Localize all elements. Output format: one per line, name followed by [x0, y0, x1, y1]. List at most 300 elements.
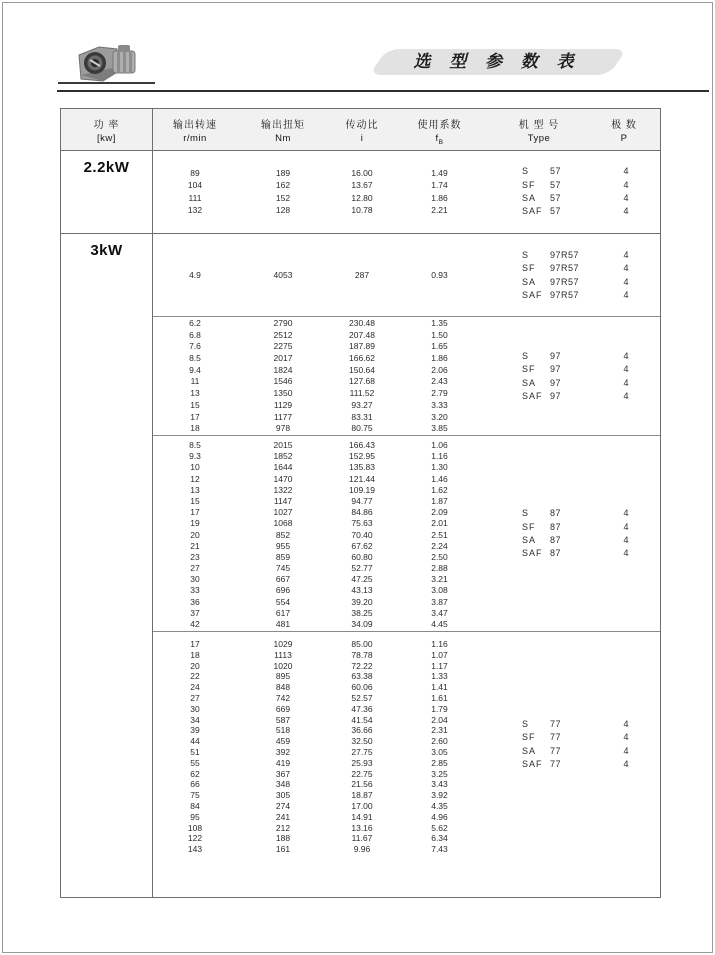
speed-value: 9.4 — [189, 364, 201, 375]
service-factor-value: 1.16 — [431, 451, 448, 462]
speed-value: 6.2 — [189, 318, 201, 328]
poles-value: 4 — [623, 548, 629, 559]
col-header-service-factor-unit: $f_B$ — [435, 133, 444, 146]
poles-value: 4 — [623, 390, 629, 401]
ratio-value: 36.66 — [351, 725, 373, 736]
speed-value: 12 — [190, 473, 200, 484]
speed-value: 20 — [190, 660, 200, 671]
service-factor-value: 3.87 — [431, 596, 448, 607]
poles-value: 4 — [623, 289, 629, 300]
speed-value: 108 — [187, 822, 203, 833]
service-factor-value: 1.50 — [431, 329, 448, 340]
torque-value: 745 — [275, 563, 291, 574]
col-header-speed-unit: r/min — [183, 133, 207, 144]
block-87 — [61, 436, 660, 632]
power-label-3kw: 3kW — [90, 242, 123, 259]
speed-value: 51 — [190, 746, 200, 757]
service-factor-value: 1.87 — [431, 495, 448, 506]
speed-value: 21 — [190, 540, 200, 551]
ratio-value: 34.09 — [351, 619, 373, 629]
service-factor-value: 2.51 — [431, 529, 448, 540]
torque-value: 1470 — [273, 473, 293, 484]
service-factor-value: 1.62 — [431, 484, 448, 495]
poles-value: 4 — [623, 732, 629, 743]
torque-value: 4053 — [273, 269, 293, 280]
speed-value: 104 — [187, 180, 203, 191]
speed-value: 143 — [187, 844, 203, 855]
block-97 — [61, 317, 660, 436]
torque-value: 212 — [275, 822, 291, 833]
torque-value: 617 — [275, 607, 291, 618]
ratio-value: 80.75 — [351, 423, 373, 434]
torque-value: 2275 — [273, 341, 293, 352]
type-prefix: SA — [522, 535, 537, 545]
type-row — [522, 205, 657, 218]
poles-value: 4 — [623, 745, 629, 756]
speed-value: 30 — [190, 574, 200, 585]
speed-value: 36 — [190, 596, 200, 607]
block-77 — [61, 632, 660, 897]
service-factor-value: 3.21 — [431, 574, 448, 585]
speed-value: 39 — [190, 725, 200, 736]
torque-value: 554 — [275, 596, 291, 607]
ratio-value: 9.96 — [353, 844, 371, 855]
service-factor-value: 1.17 — [431, 660, 448, 671]
speed-value: 37 — [190, 607, 200, 618]
speed-value: 8.5 — [189, 440, 201, 450]
speed-value: 18 — [190, 649, 200, 660]
torque-value: 1177 — [273, 411, 293, 422]
ratio-value: 14.91 — [351, 811, 373, 822]
type-row — [522, 731, 657, 744]
torque-value: 188 — [275, 833, 291, 844]
type-prefix: SF — [522, 179, 536, 190]
section-3kw — [61, 234, 660, 897]
type-list — [522, 632, 657, 857]
ratio-value: 10.78 — [351, 205, 373, 216]
torque-value: 367 — [275, 768, 291, 779]
type-size: 87 — [550, 535, 562, 545]
type-row — [522, 745, 657, 758]
col-header-torque: 输出扭矩 — [261, 120, 305, 131]
type-list — [522, 151, 657, 233]
ratio-value: 13.16 — [351, 822, 373, 833]
type-size: 97 — [550, 350, 562, 361]
type-size: 77 — [550, 758, 562, 769]
ratio-value: 166.43 — [349, 440, 375, 450]
type-row — [522, 718, 657, 731]
type-prefix: SAF — [522, 548, 543, 559]
ratio-value: 41.54 — [351, 714, 373, 725]
speed-value: 22 — [190, 671, 200, 682]
service-factor-value: 1.16 — [431, 639, 448, 649]
table-header-row — [61, 109, 660, 151]
col-header-torque-unit: Nm — [275, 133, 291, 144]
ratio-value: 39.20 — [351, 596, 373, 607]
speed-value: 20 — [190, 529, 200, 540]
type-size: 97R57 — [550, 263, 580, 274]
type-prefix: SA — [522, 745, 537, 756]
speed-value: 42 — [190, 619, 200, 629]
ratio-value: 85.00 — [351, 639, 373, 649]
poles-value: 4 — [623, 179, 629, 190]
poles-value: 4 — [623, 535, 629, 545]
torque-value: 1546 — [273, 376, 293, 387]
type-size: 97R57 — [550, 289, 580, 300]
torque-value: 1129 — [273, 399, 293, 410]
torque-value: 2790 — [273, 318, 293, 328]
type-prefix: S — [522, 166, 530, 177]
speed-value: 84 — [190, 800, 200, 811]
type-size: 97R57 — [550, 276, 580, 287]
service-factor-value: 1.86 — [431, 192, 448, 203]
type-row — [522, 192, 657, 205]
ratio-value: 47.36 — [351, 703, 373, 714]
section-2-2kw — [61, 151, 660, 234]
ratio-value: 93.27 — [351, 399, 373, 410]
torque-value: 667 — [275, 574, 291, 585]
service-factor-value: 1.49 — [431, 168, 448, 178]
service-factor-value: 6.34 — [431, 833, 448, 844]
service-factor-value: 1.86 — [431, 353, 448, 364]
speed-value: 17 — [190, 411, 200, 422]
service-factor-value: 1.61 — [431, 692, 448, 703]
type-row — [522, 276, 657, 289]
torque-value: 128 — [275, 205, 291, 216]
torque-value: 587 — [275, 714, 291, 725]
torque-value: 859 — [275, 551, 291, 562]
service-factor-value: 1.35 — [431, 318, 448, 328]
service-factor-value: 2.04 — [431, 714, 448, 725]
service-factor-value: 3.25 — [431, 768, 448, 779]
poles-value: 4 — [623, 276, 629, 287]
type-size: 87 — [550, 521, 562, 532]
speed-value: 23 — [190, 551, 200, 562]
ratio-value: 207.48 — [349, 329, 375, 340]
type-row — [522, 165, 657, 178]
ratio-value: 230.48 — [349, 318, 375, 328]
service-factor-value: 4.35 — [431, 800, 448, 811]
service-factor-value: 2.31 — [431, 725, 448, 736]
service-factor-value: 1.74 — [431, 180, 448, 191]
torque-value: 1027 — [273, 507, 293, 518]
ratio-value: 16.00 — [351, 168, 373, 178]
torque-value: 2512 — [273, 329, 293, 340]
torque-value: 305 — [275, 790, 291, 801]
service-factor-value: 1.41 — [431, 682, 448, 693]
type-prefix: SF — [522, 521, 536, 532]
torque-value: 1852 — [273, 451, 293, 462]
gearmotor-logo-image — [69, 41, 143, 85]
speed-value: 122 — [187, 833, 203, 844]
type-size: 97 — [550, 364, 562, 375]
col-header-poles-unit: P — [620, 133, 628, 144]
service-factor-value: 3.20 — [431, 411, 448, 422]
speed-value: 62 — [190, 768, 200, 779]
poles-value: 4 — [623, 350, 629, 361]
speed-value: 19 — [190, 518, 200, 529]
type-prefix: SF — [522, 364, 536, 375]
type-prefix: S — [522, 350, 530, 361]
torque-value: 1029 — [273, 639, 293, 649]
speed-value: 15 — [190, 399, 200, 410]
service-factor-value: 2.79 — [431, 388, 448, 399]
service-factor-value: 2.60 — [431, 736, 448, 747]
type-prefix: SF — [522, 263, 536, 274]
service-factor-value: 1.46 — [431, 473, 448, 484]
type-size: 87 — [550, 508, 562, 519]
service-factor-value: 2.06 — [431, 364, 448, 375]
poles-value: 4 — [623, 193, 629, 203]
speed-value: 9.3 — [189, 451, 201, 462]
service-factor-value: 3.43 — [431, 779, 448, 790]
torque-value: 1020 — [273, 660, 293, 671]
torque-value: 459 — [275, 736, 291, 747]
type-row — [522, 350, 657, 363]
type-prefix: SAF — [522, 289, 543, 300]
type-size: 77 — [550, 745, 562, 756]
poles-value: 4 — [623, 166, 629, 177]
ratio-value: 12.80 — [351, 192, 373, 203]
ratio-value: 72.22 — [351, 660, 373, 671]
col-header-power: 功 率 — [93, 120, 120, 131]
torque-value: 1350 — [273, 388, 293, 399]
ratio-value: 11.67 — [351, 833, 373, 844]
ratio-value: 83.31 — [351, 411, 373, 422]
type-row — [522, 507, 657, 520]
type-row — [522, 179, 657, 192]
speed-value: 7.6 — [189, 341, 201, 352]
ratio-value: 109.19 — [349, 484, 375, 495]
service-factor-value: 2.09 — [431, 507, 448, 518]
col-header-power-unit: [kw] — [97, 133, 116, 144]
speed-value: 4.9 — [189, 269, 201, 280]
poles-value: 4 — [623, 718, 629, 729]
speed-value: 111 — [188, 192, 202, 203]
service-factor-value: 0.93 — [431, 269, 448, 280]
ratio-value: 18.87 — [351, 790, 373, 801]
poles-value: 4 — [623, 263, 629, 274]
type-size: 97 — [550, 377, 562, 388]
torque-value: 392 — [275, 746, 291, 757]
type-prefix: SAF — [522, 758, 543, 769]
type-list — [522, 436, 657, 632]
torque-value: 241 — [275, 811, 291, 822]
ratio-value: 187.89 — [349, 341, 375, 352]
ratio-value: 78.78 — [351, 649, 373, 660]
speed-value: 11 — [190, 376, 200, 387]
torque-value: 1113 — [274, 649, 292, 660]
torque-value: 848 — [275, 682, 291, 693]
power-column-divider — [152, 109, 153, 897]
service-factor-value: 2.01 — [431, 518, 448, 529]
ratio-value: 22.75 — [351, 768, 373, 779]
speed-value: 18 — [190, 423, 200, 434]
torque-value: 895 — [275, 671, 291, 682]
torque-value: 1068 — [273, 518, 293, 529]
service-factor-value: 3.92 — [431, 790, 448, 801]
service-factor-value: 3.47 — [431, 607, 448, 618]
page-title: 选 型 参 数 表 — [413, 52, 581, 71]
speed-value: 34 — [190, 714, 200, 725]
speed-value: 17 — [190, 507, 200, 518]
torque-value: 419 — [275, 757, 291, 768]
ratio-value: 127.68 — [349, 376, 375, 387]
poles-value: 4 — [623, 521, 629, 532]
speed-value: 33 — [190, 585, 200, 596]
torque-value: 669 — [275, 703, 291, 714]
type-row — [522, 262, 657, 275]
torque-value: 1147 — [273, 495, 293, 506]
type-size: 87 — [550, 548, 562, 559]
ratio-value: 60.80 — [351, 551, 373, 562]
service-factor-value: 2.50 — [431, 551, 448, 562]
service-factor-value: 5.62 — [431, 822, 448, 833]
col-header-type-unit: Type — [527, 133, 551, 144]
poles-value: 4 — [623, 249, 629, 260]
poles-value: 4 — [623, 364, 629, 375]
service-factor-value: 1.33 — [431, 671, 448, 682]
type-list — [522, 317, 657, 436]
torque-value: 189 — [275, 168, 291, 178]
ratio-value: 52.77 — [351, 563, 373, 574]
ratio-value: 70.40 — [351, 529, 373, 540]
service-factor-value: 3.08 — [431, 585, 448, 596]
speed-value: 8.5 — [189, 353, 201, 364]
ratio-value: 17.00 — [351, 800, 373, 811]
type-row — [522, 363, 657, 376]
torque-value: 696 — [275, 585, 291, 596]
speed-value: 6.8 — [189, 329, 201, 340]
service-factor-value: 3.85 — [431, 423, 448, 434]
ratio-value: 38.25 — [351, 607, 373, 618]
ratio-value: 63.38 — [351, 671, 373, 682]
type-list — [522, 234, 657, 317]
col-header-poles: 极 数 — [611, 120, 637, 131]
torque-value: 742 — [275, 692, 291, 703]
type-row — [522, 249, 657, 262]
type-row — [522, 534, 657, 547]
type-row — [522, 390, 657, 403]
type-prefix: SA — [522, 276, 537, 287]
speed-value: 27 — [190, 692, 200, 703]
speed-value: 30 — [190, 703, 200, 714]
ratio-value: 135.83 — [349, 462, 375, 473]
speed-value: 27 — [190, 563, 200, 574]
ratio-value: 287 — [354, 269, 370, 280]
torque-value: 1644 — [273, 462, 293, 473]
torque-value: 161 — [275, 844, 291, 855]
ratio-value: 84.86 — [351, 507, 373, 518]
service-factor-value: 2.21 — [431, 205, 448, 216]
selection-parameter-table — [60, 108, 661, 898]
ratio-value: 21.56 — [351, 779, 373, 790]
torque-value: 481 — [275, 619, 291, 629]
type-prefix: SA — [522, 193, 537, 203]
service-factor-value: 7.43 — [431, 844, 448, 855]
col-header-ratio-unit: i — [360, 133, 364, 144]
speed-value: 55 — [190, 757, 200, 768]
ratio-value: 94.77 — [351, 495, 373, 506]
type-size: 77 — [550, 732, 562, 743]
ratio-value: 27.75 — [351, 746, 373, 757]
service-factor-value: 2.88 — [431, 563, 448, 574]
ratio-value: 75.63 — [351, 518, 373, 529]
ratio-value: 150.64 — [349, 364, 375, 375]
ratio-value: 67.62 — [351, 540, 373, 551]
ratio-value: 32.50 — [351, 736, 373, 747]
type-prefix: S — [522, 249, 530, 260]
type-size: 97 — [550, 390, 562, 401]
ratio-value: 47.25 — [351, 574, 373, 585]
ratio-value: 43.13 — [351, 585, 373, 596]
service-factor-value: 3.05 — [431, 746, 448, 757]
torque-value: 2015 — [273, 440, 293, 450]
poles-value: 4 — [623, 206, 629, 217]
speed-value: 66 — [190, 779, 200, 790]
speed-value: 95 — [190, 811, 200, 822]
col-header-ratio: 传动比 — [345, 120, 379, 131]
speed-value: 89 — [190, 168, 200, 178]
torque-value: 348 — [275, 779, 291, 790]
type-size: 57 — [550, 193, 562, 203]
ratio-value: 111.52 — [349, 388, 375, 399]
type-prefix: SAF — [522, 390, 543, 401]
type-row — [522, 758, 657, 771]
service-factor-value: 1.65 — [431, 341, 448, 352]
type-row — [522, 547, 657, 560]
speed-value: 44 — [190, 736, 200, 747]
poles-value: 4 — [623, 508, 629, 519]
service-factor-value: 1.06 — [431, 440, 448, 450]
service-factor-value: 2.85 — [431, 757, 448, 768]
speed-value: 10 — [190, 462, 200, 473]
speed-value: 24 — [190, 682, 200, 693]
torque-value: 852 — [275, 529, 291, 540]
type-size: 97R57 — [550, 249, 580, 260]
torque-value: 152 — [275, 192, 291, 203]
type-size: 57 — [550, 179, 562, 190]
torque-value: 162 — [275, 180, 291, 191]
ratio-value: 121.44 — [349, 473, 375, 484]
torque-value: 978 — [275, 423, 291, 434]
ratio-value: 166.62 — [349, 353, 375, 364]
col-header-service-factor: 使用系数 — [417, 120, 462, 131]
torque-value: 2017 — [273, 353, 293, 364]
speed-value: 15 — [190, 495, 200, 506]
torque-value: 1322 — [273, 484, 293, 495]
ratio-value: 60.06 — [351, 682, 373, 693]
poles-value: 4 — [623, 758, 629, 769]
speed-value: 75 — [190, 790, 200, 801]
service-factor-value: 1.79 — [431, 703, 448, 714]
col-header-speed: 输出转速 — [173, 120, 217, 131]
catalog-page — [2, 2, 713, 953]
ratio-value: 52.57 — [351, 692, 373, 703]
service-factor-value: 2.24 — [431, 540, 448, 551]
service-factor-value: 1.30 — [431, 462, 448, 473]
speed-value: 13 — [190, 388, 200, 399]
service-factor-value: 3.33 — [431, 399, 448, 410]
service-factor-value: 4.45 — [431, 619, 448, 629]
col-header-type: 机 型 号 — [518, 120, 560, 131]
type-prefix: S — [522, 718, 530, 729]
ratio-value: 13.67 — [351, 180, 373, 191]
torque-value: 955 — [275, 540, 291, 551]
type-row — [522, 521, 657, 534]
service-factor-value: 2.43 — [431, 376, 448, 387]
type-size: 57 — [550, 206, 562, 217]
